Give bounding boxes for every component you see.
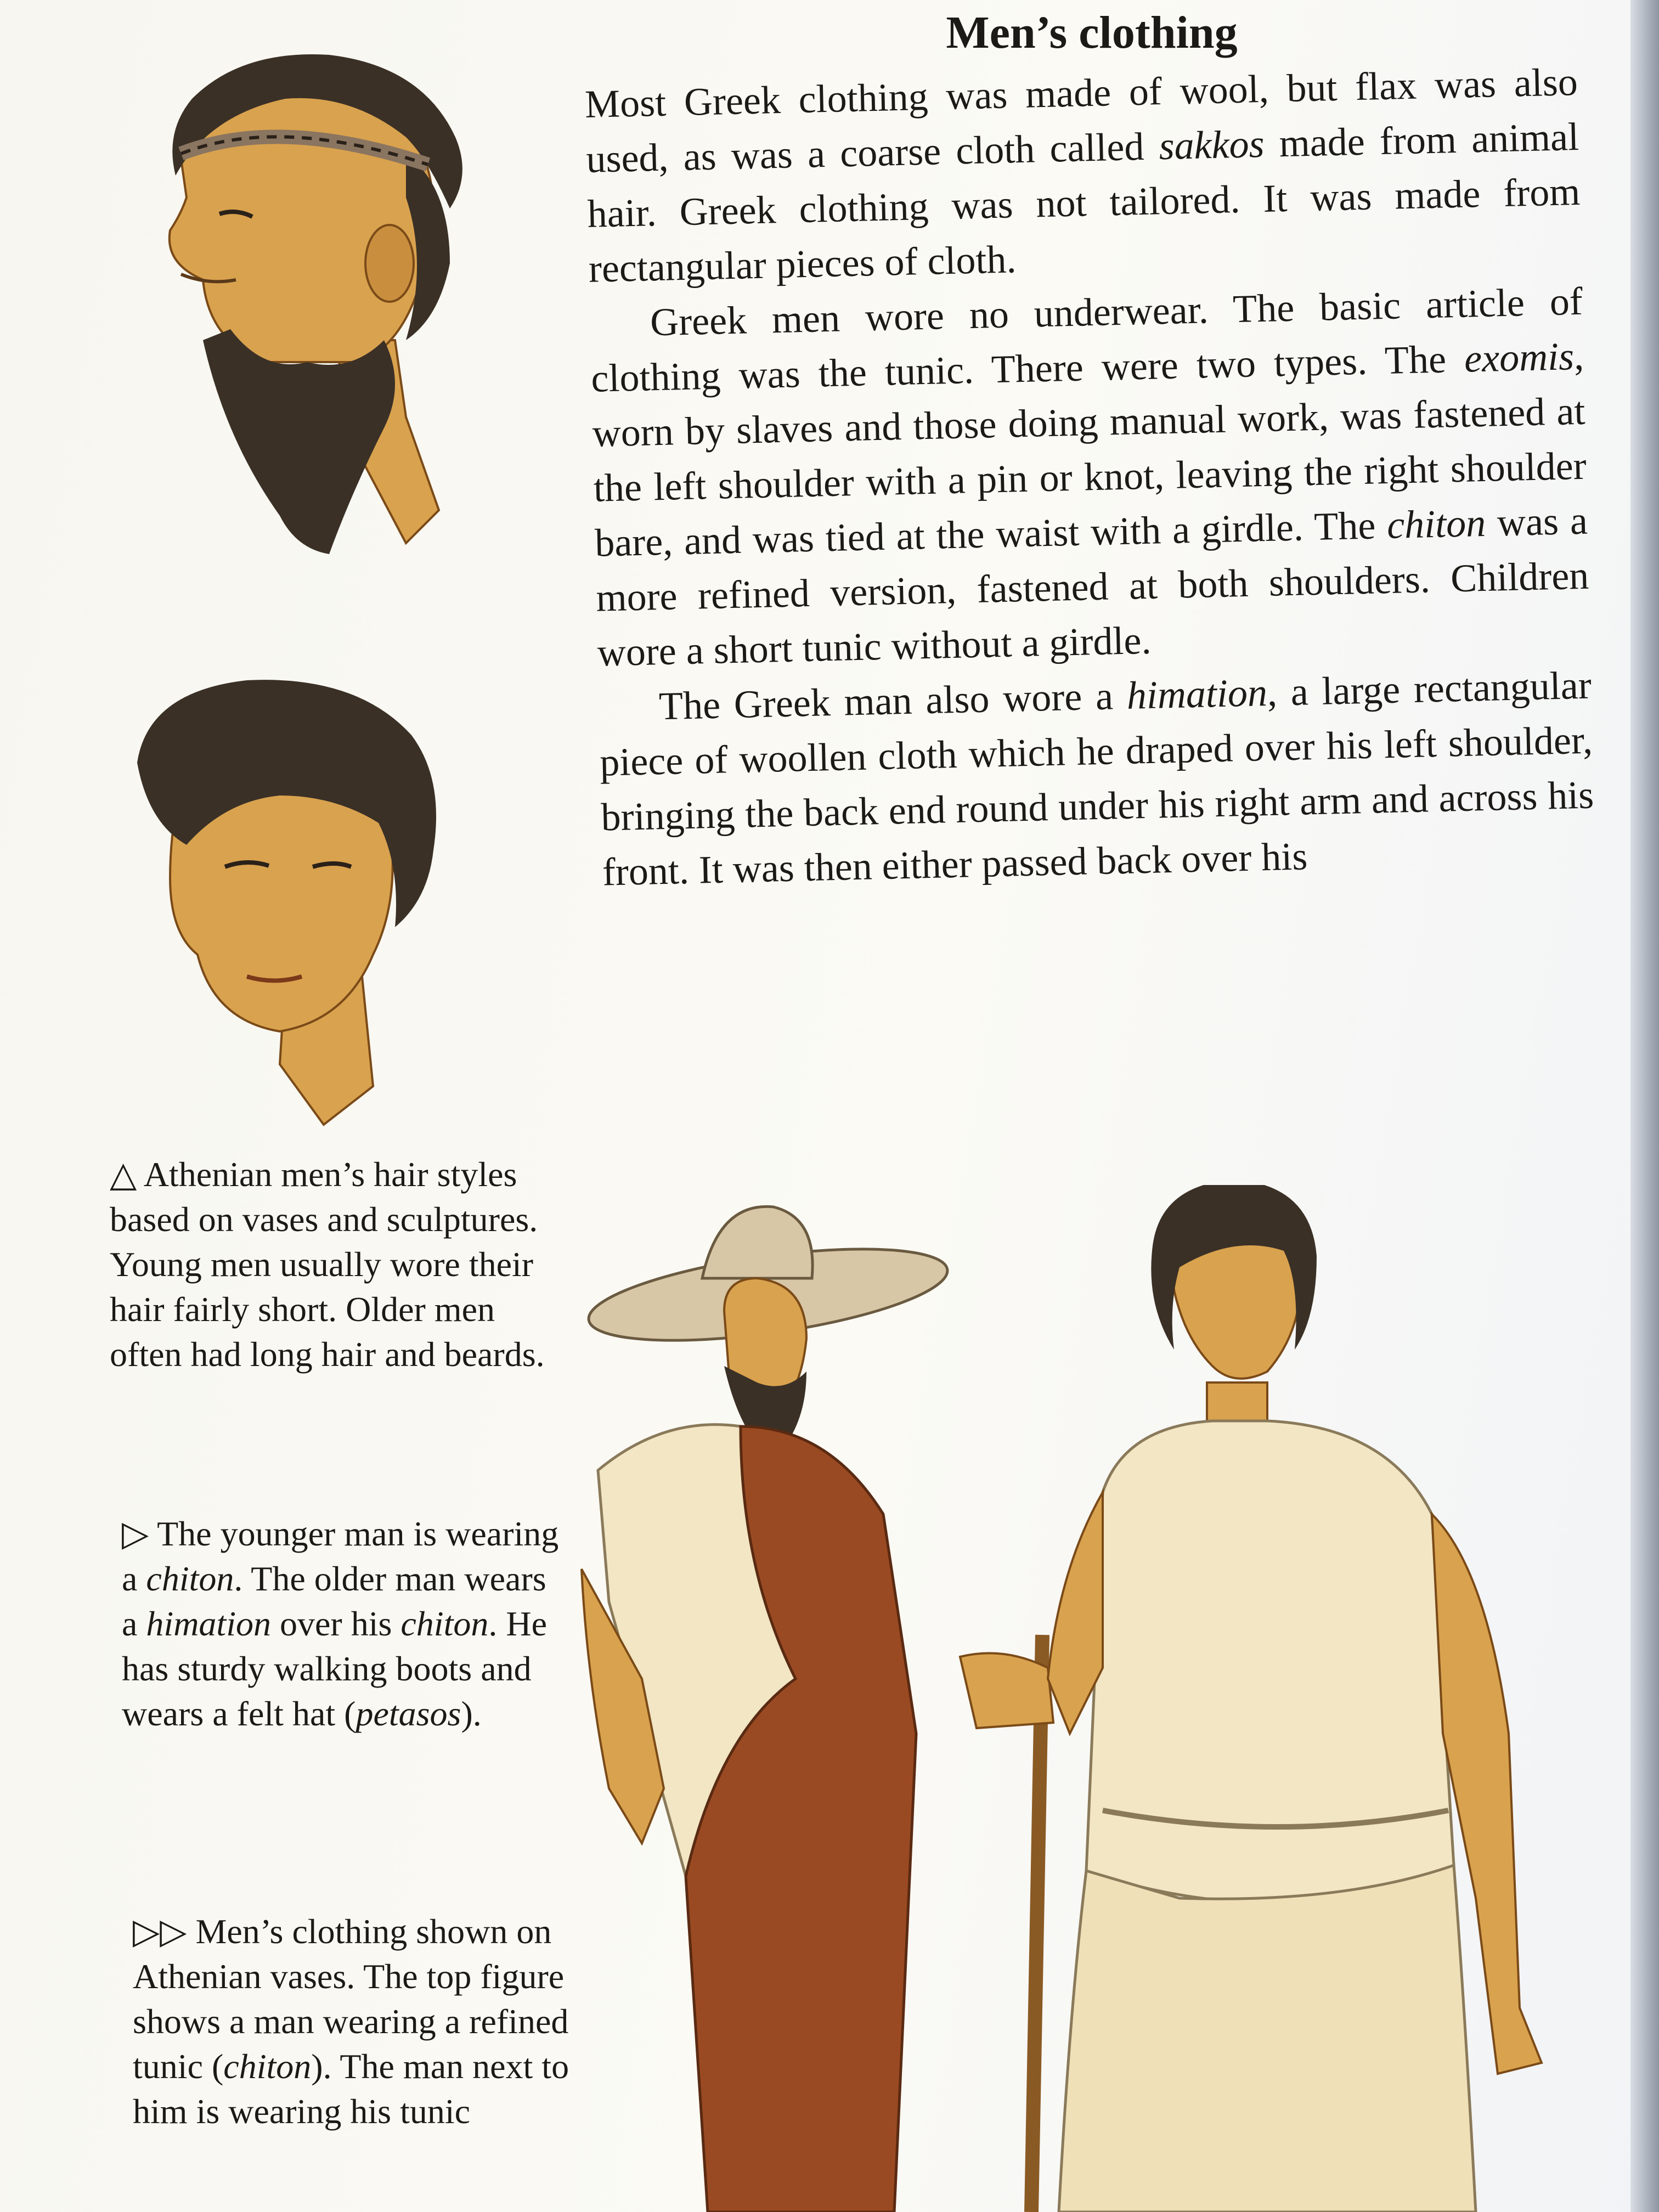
text-run: ). The man next to him is wearing his tunic bbox=[133, 2047, 569, 2131]
caption-3-text bbox=[133, 1909, 572, 2134]
italic-term: himation bbox=[146, 1604, 271, 1643]
caption-marker-icon: ▷ bbox=[122, 1514, 149, 1553]
caption-chiton-himation bbox=[122, 1511, 561, 1736]
text-run: ). bbox=[461, 1694, 482, 1733]
two-men-clothing-illustration bbox=[576, 1185, 1607, 2212]
older-man-head-illustration bbox=[99, 33, 516, 576]
text-run: Greek men wore no underwear. The basic article of clothing was the tunic. There were two types. The bbox=[590, 279, 1583, 400]
text-run: , a large rectangular piece of woollen cloth which he draped over his left shoulder, bringing the back end round under his right arm and across his front. It was then either passed back over his bbox=[599, 663, 1595, 894]
caption-2-text bbox=[122, 1511, 561, 1736]
caption-athenian-vases bbox=[133, 1909, 572, 2212]
text-run: Most Greek clothing was made of wool, but flax was also used, as was a coarse cloth called bbox=[584, 59, 1578, 181]
text-run: . The older man wears a bbox=[122, 1559, 546, 1643]
italic-term: chiton bbox=[223, 2047, 312, 2086]
text-run: . He has sturdy walking boots and wears a felt hat ( bbox=[122, 1604, 547, 1733]
italic-term: himation bbox=[1126, 670, 1268, 718]
body-text bbox=[584, 54, 1596, 900]
italic-term: chiton bbox=[1386, 500, 1487, 548]
italic-term: exomis bbox=[1464, 334, 1575, 381]
italic-term: sakkos bbox=[1158, 121, 1265, 168]
caption-marker-icon: ▷▷ bbox=[133, 1912, 187, 1951]
paragraph-3 bbox=[598, 658, 1596, 900]
italic-term: chiton bbox=[146, 1559, 234, 1598]
text-run: The Greek man also wore a bbox=[658, 673, 1127, 729]
italic-term: petasos bbox=[356, 1694, 461, 1733]
caption-hair-styles bbox=[110, 1152, 549, 1377]
text-run: over his bbox=[270, 1604, 401, 1643]
paragraph-1 bbox=[584, 54, 1582, 296]
page-edge-shadow bbox=[1630, 0, 1659, 2212]
caption-1-text bbox=[110, 1152, 549, 1377]
text-run: The younger man is wearing a bbox=[122, 1514, 559, 1598]
text-run: was a more refined version, fastened at both shoulders. Children wore a short tunic without a girdle. bbox=[595, 498, 1589, 675]
text-run: made from animal hair. Greek clothing was not tailored. It was made from rectangular pieces of cloth. bbox=[586, 114, 1581, 291]
text-run: , worn by slaves and those doing manual work, was fastened at the left shoulder with a pin or knot, leaving the right shoulder bare, and was tied at the waist with a girdle. The bbox=[591, 334, 1587, 565]
paragraph-2 bbox=[589, 274, 1590, 680]
italic-term: chiton bbox=[400, 1604, 489, 1643]
text-run: Athenian men’s hair styles based on vases and sculptures. Young men usually wore their hair fairly short. Older men often had long hair and beards. bbox=[110, 1155, 545, 1374]
caption-marker-icon: △ bbox=[110, 1155, 137, 1194]
text-run: Men’s clothing shown on Athenian vases. The top figure shows a man wearing a refined tunic ( bbox=[133, 1912, 569, 2086]
section-title: Men’s clothing bbox=[946, 7, 1238, 58]
young-man-head-illustration bbox=[115, 669, 455, 1130]
